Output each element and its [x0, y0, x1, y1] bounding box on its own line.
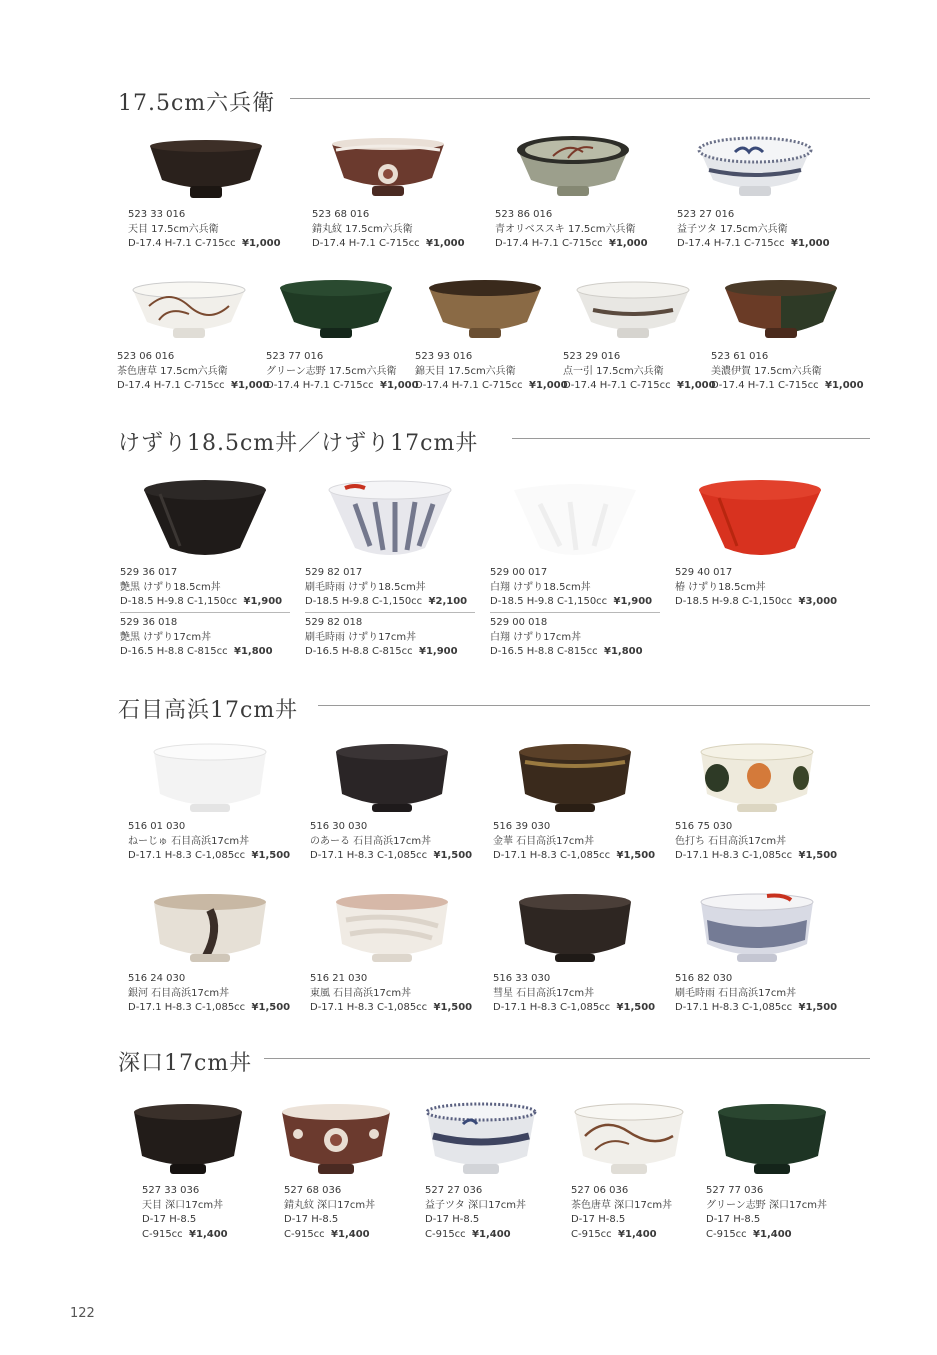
- product-price: ¥1,000: [791, 238, 830, 249]
- product-price: ¥1,000: [426, 238, 465, 249]
- product-spec: D-16.5 H-8.8 C-815cc: [305, 646, 413, 657]
- product-name: 茶色唐草 深口17cm丼: [571, 1199, 673, 1211]
- product-caption: [128, 820, 290, 864]
- product-spec: D-17 H-8.5: [571, 1214, 626, 1225]
- bowl-image: [697, 740, 817, 820]
- product-caption: [571, 1184, 672, 1242]
- bowl-image: [278, 1100, 394, 1182]
- product-caption: [117, 350, 270, 394]
- product-code: 516 39 030: [493, 821, 551, 832]
- product-code: 529 00 018: [490, 617, 548, 628]
- product-caption: [266, 350, 419, 394]
- product-caption: [305, 616, 458, 660]
- section-title-rokubei: 17.5cm六兵衛: [118, 91, 276, 116]
- product-spec: D-17.1 H-8.3 C-1,085cc: [675, 1002, 793, 1013]
- product-code: 516 01 030: [128, 821, 186, 832]
- product-code: 529 36 018: [120, 617, 178, 628]
- product-name: 錆丸紋 深口17cm丼: [284, 1199, 376, 1211]
- product-caption: [563, 350, 716, 394]
- product-price: ¥1,900: [419, 646, 458, 657]
- product-spec: D-17 H-8.5: [142, 1214, 197, 1225]
- product-name: 刷毛時雨 けずり17cm丼: [305, 631, 417, 643]
- section-rule: [512, 438, 870, 439]
- product-price: ¥1,000: [380, 380, 419, 391]
- caption-divider: [120, 612, 290, 613]
- product-spec: D-18.5 H-9.8 C-1,150cc: [490, 596, 608, 607]
- product-caption: [495, 208, 648, 252]
- product-code: 523 93 016: [415, 351, 473, 362]
- product-code: 523 68 016: [312, 209, 370, 220]
- product-name: 益子ツタ 深口17cm丼: [425, 1199, 527, 1211]
- product-spec: D-17.4 H-7.1 C-715cc: [495, 238, 603, 249]
- product-code: 529 40 017: [675, 567, 733, 578]
- product-price: ¥1,400: [753, 1228, 792, 1240]
- product-caption: [310, 820, 472, 864]
- bowl-image: [332, 890, 452, 970]
- product-price: ¥1,000: [529, 380, 568, 391]
- product-spec: D-18.5 H-9.8 C-1,150cc: [305, 596, 423, 607]
- product-price: ¥1,500: [251, 1002, 291, 1013]
- product-caption: [675, 972, 837, 1016]
- product-code: 527 33 036: [142, 1185, 200, 1196]
- product-spec: D-17 H-8.5: [284, 1214, 339, 1225]
- bowl-image: [150, 740, 270, 820]
- product-price: ¥2,100: [428, 596, 468, 607]
- product-caption: [677, 208, 830, 252]
- product-spec: D-17.1 H-8.3 C-1,085cc: [128, 850, 246, 861]
- product-spec: D-17 H-8.5: [706, 1214, 761, 1225]
- product-spec: D-17.4 H-7.1 C-715cc: [117, 380, 225, 391]
- product-price: ¥1,500: [616, 850, 656, 861]
- product-name: 椿 けずり18.5cm丼: [675, 581, 766, 593]
- product-code: 523 27 016: [677, 209, 735, 220]
- product-spec: D-17.1 H-8.3 C-1,085cc: [493, 850, 611, 861]
- bowl-image: [515, 740, 635, 820]
- product-spec: D-17.4 H-7.1 C-715cc: [128, 238, 236, 249]
- product-spec: D-16.5 H-8.8 C-815cc: [490, 646, 598, 657]
- product-price: ¥1,500: [616, 1002, 656, 1013]
- product-capacity: C-915cc: [425, 1228, 466, 1240]
- product-code: 516 82 030: [675, 973, 733, 984]
- product-caption: [493, 820, 655, 864]
- product-spec: D-16.5 H-8.8 C-815cc: [120, 646, 228, 657]
- bowl-image: [140, 474, 270, 566]
- product-code: 516 30 030: [310, 821, 368, 832]
- product-code: 523 06 016: [117, 351, 175, 362]
- product-code: 523 86 016: [495, 209, 553, 220]
- bowl-image: [425, 276, 545, 348]
- product-caption: [425, 1184, 526, 1242]
- caption-divider: [305, 612, 475, 613]
- product-name: 青オリベススキ 17.5cm六兵衛: [495, 223, 636, 235]
- product-name: 金華 石目高浜17cm丼: [493, 835, 595, 847]
- product-name: のあーる 石目高浜17cm丼: [310, 835, 432, 847]
- product-code: 523 61 016: [711, 351, 769, 362]
- bowl-image: [513, 134, 633, 206]
- product-caption: [415, 350, 568, 394]
- bowl-image: [150, 890, 270, 970]
- bowl-image: [332, 740, 452, 820]
- product-caption: [120, 616, 273, 660]
- section-rule: [318, 705, 870, 706]
- product-name: 錆丸紋 17.5cm六兵衛: [312, 223, 413, 235]
- product-price: ¥1,500: [798, 1002, 838, 1013]
- product-code: 516 75 030: [675, 821, 733, 832]
- bowl-image: [695, 134, 815, 206]
- product-capacity: C-915cc: [571, 1228, 612, 1240]
- product-price: ¥1,500: [433, 850, 473, 861]
- product-caption: [706, 1184, 827, 1242]
- product-name: 色打ち 石目高浜17cm丼: [675, 835, 787, 847]
- product-price: ¥1,400: [472, 1228, 511, 1240]
- product-price: ¥3,000: [798, 596, 838, 607]
- product-name: 天目 17.5cm六兵衛: [128, 223, 219, 235]
- product-caption: [312, 208, 465, 252]
- product-name: 刷毛時雨 石目高浜17cm丼: [675, 987, 797, 999]
- product-code: 523 33 016: [128, 209, 186, 220]
- product-name: 益子ツタ 17.5cm六兵衛: [677, 223, 788, 235]
- bowl-image: [695, 474, 825, 566]
- product-code: 527 68 036: [284, 1185, 342, 1196]
- product-price: ¥1,000: [609, 238, 648, 249]
- product-code: 529 82 017: [305, 567, 363, 578]
- product-spec: D-17.4 H-7.1 C-715cc: [266, 380, 374, 391]
- section-rule: [290, 98, 870, 99]
- product-caption: [711, 350, 864, 394]
- product-code: 527 27 036: [425, 1185, 483, 1196]
- bowl-image: [510, 474, 640, 566]
- product-spec: D-18.5 H-9.8 C-1,150cc: [120, 596, 238, 607]
- product-price: ¥1,400: [331, 1228, 370, 1240]
- product-spec: D-17.4 H-7.1 C-715cc: [415, 380, 523, 391]
- product-capacity: C-915cc: [142, 1228, 183, 1240]
- product-price: ¥1,000: [242, 238, 281, 249]
- section-rule: [264, 1058, 870, 1059]
- product-capacity: C-915cc: [284, 1228, 325, 1240]
- bowl-image: [325, 474, 455, 566]
- bowl-image: [129, 276, 249, 348]
- caption-divider: [490, 612, 660, 613]
- bowl-image: [721, 276, 841, 348]
- product-spec: D-17.1 H-8.3 C-1,085cc: [675, 850, 793, 861]
- product-caption: [493, 972, 655, 1016]
- product-name: 艶黒 けずり18.5cm丼: [120, 581, 221, 593]
- product-capacity: C-915cc: [706, 1228, 747, 1240]
- product-name: 白翔 けずり18.5cm丼: [490, 581, 591, 593]
- product-name: 彗星 石目高浜17cm丼: [493, 987, 595, 999]
- section-title-fukaguchi: 深口17cm丼: [118, 1051, 253, 1076]
- product-spec: D-17.4 H-7.1 C-715cc: [312, 238, 420, 249]
- product-name: 錦天目 17.5cm六兵衛: [415, 365, 516, 377]
- bowl-image: [571, 1100, 687, 1182]
- product-price: ¥1,000: [825, 380, 864, 391]
- product-spec: D-17.1 H-8.3 C-1,085cc: [310, 850, 428, 861]
- product-price: ¥1,900: [613, 596, 653, 607]
- bowl-image: [423, 1100, 539, 1182]
- product-price: ¥1,800: [234, 646, 273, 657]
- product-caption: [675, 566, 837, 610]
- product-caption: [490, 616, 643, 660]
- product-name: グリーン志野 17.5cm六兵衛: [266, 365, 397, 377]
- section-title-ishime: 石目高浜17cm丼: [118, 698, 299, 723]
- product-price: ¥1,000: [231, 380, 270, 391]
- product-name: 東風 石目高浜17cm丼: [310, 987, 412, 999]
- product-code: 523 77 016: [266, 351, 324, 362]
- product-name: ねーじゅ 石目高浜17cm丼: [128, 835, 250, 847]
- section-title-kezuri: けずり18.5cm丼／けずり17cm丼: [118, 431, 479, 456]
- bowl-image: [697, 890, 817, 970]
- product-caption: [305, 566, 467, 610]
- product-caption: [675, 820, 837, 864]
- bowl-image: [276, 276, 396, 348]
- product-spec: D-17 H-8.5: [425, 1214, 480, 1225]
- page-number: 122: [70, 1306, 95, 1321]
- product-name: 天目 深口17cm丼: [142, 1199, 224, 1211]
- product-caption: [128, 972, 290, 1016]
- product-name: 美濃伊賀 17.5cm六兵衛: [711, 365, 822, 377]
- product-caption: [142, 1184, 228, 1242]
- product-price: ¥1,000: [677, 380, 716, 391]
- product-price: ¥1,500: [433, 1002, 473, 1013]
- product-code: 516 21 030: [310, 973, 368, 984]
- product-spec: D-17.1 H-8.3 C-1,085cc: [493, 1002, 611, 1013]
- product-spec: D-17.4 H-7.1 C-715cc: [711, 380, 819, 391]
- product-price: ¥1,400: [618, 1228, 657, 1240]
- product-caption: [120, 566, 282, 610]
- product-code: 529 82 018: [305, 617, 363, 628]
- product-price: ¥1,500: [251, 850, 291, 861]
- product-name: 白翔 けずり17cm丼: [490, 631, 582, 643]
- product-code: 529 00 017: [490, 567, 548, 578]
- product-spec: D-17.4 H-7.1 C-715cc: [563, 380, 671, 391]
- bowl-image: [515, 890, 635, 970]
- product-code: 527 77 036: [706, 1185, 764, 1196]
- product-code: 527 06 036: [571, 1185, 629, 1196]
- product-spec: D-17.1 H-8.3 C-1,085cc: [128, 1002, 246, 1013]
- product-name: 茶色唐草 17.5cm六兵衛: [117, 365, 228, 377]
- product-spec: D-17.1 H-8.3 C-1,085cc: [310, 1002, 428, 1013]
- product-name: 刷毛時雨 けずり18.5cm丼: [305, 581, 426, 593]
- product-name: 点一引 17.5cm六兵衛: [563, 365, 664, 377]
- product-name: 銀河 石目高浜17cm丼: [128, 987, 230, 999]
- bowl-image: [714, 1100, 830, 1182]
- product-price: ¥1,500: [798, 850, 838, 861]
- product-price: ¥1,900: [243, 596, 283, 607]
- product-code: 529 36 017: [120, 567, 178, 578]
- bowl-image: [328, 134, 448, 206]
- bowl-image: [146, 134, 266, 206]
- product-code: 516 33 030: [493, 973, 551, 984]
- product-name: グリーン志野 深口17cm丼: [706, 1199, 827, 1211]
- product-price: ¥1,800: [604, 646, 643, 657]
- product-caption: [284, 1184, 375, 1242]
- product-caption: [128, 208, 281, 252]
- product-spec: D-18.5 H-9.8 C-1,150cc: [675, 596, 793, 607]
- product-caption: [490, 566, 652, 610]
- product-code: 523 29 016: [563, 351, 621, 362]
- product-spec: D-17.4 H-7.1 C-715cc: [677, 238, 785, 249]
- bowl-image: [130, 1100, 246, 1182]
- product-name: 艶黒 けずり17cm丼: [120, 631, 212, 643]
- product-price: ¥1,400: [189, 1228, 228, 1240]
- product-code: 516 24 030: [128, 973, 186, 984]
- product-caption: [310, 972, 472, 1016]
- bowl-image: [573, 276, 693, 348]
